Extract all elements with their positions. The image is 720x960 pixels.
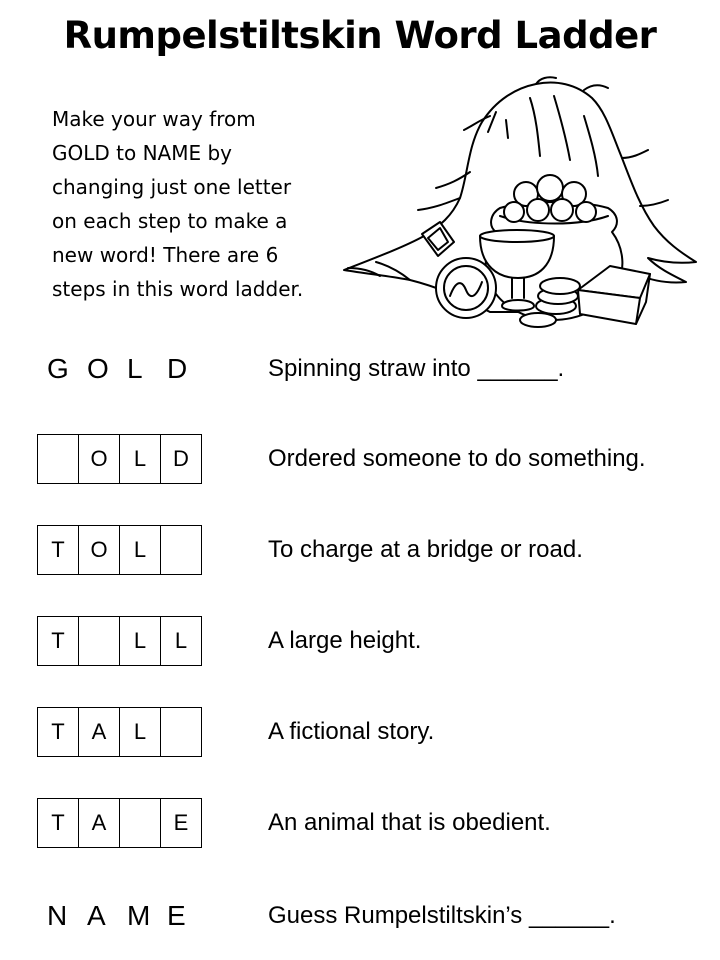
- step-clue: An animal that is obedient.: [268, 809, 551, 836]
- instructions: [52, 102, 352, 306]
- instructions-line: on each step to make a: [52, 209, 288, 233]
- letter-box[interactable]: [119, 798, 161, 848]
- letter-box[interactable]: T: [37, 525, 79, 575]
- letter-boxes: [37, 525, 202, 575]
- ladder-step-row: [0, 434, 720, 484]
- letter-box[interactable]: D: [160, 434, 202, 484]
- letter-boxes: [37, 798, 202, 848]
- ladder-step-row: [0, 798, 720, 848]
- ladder-start-row: [0, 344, 720, 394]
- word-letter: D: [167, 353, 188, 384]
- letter-box[interactable]: L: [119, 616, 161, 666]
- letter-box[interactable]: [37, 434, 79, 484]
- letter-boxes: [37, 707, 202, 757]
- start-word: [47, 344, 207, 394]
- page-title: Rumpelstiltskin Word Ladder: [63, 14, 657, 57]
- word-letter: E: [167, 900, 186, 931]
- instructions-line: new word! There are 6: [52, 243, 279, 267]
- word-letter: G: [47, 353, 69, 384]
- ladder-step-row: [0, 707, 720, 757]
- step-clue: A large height.: [268, 627, 422, 654]
- letter-box[interactable]: L: [119, 434, 161, 484]
- step-clue: Ordered someone to do something.: [268, 445, 646, 472]
- letter-box[interactable]: L: [119, 525, 161, 575]
- letter-box[interactable]: O: [78, 434, 120, 484]
- word-letter: O: [87, 353, 109, 384]
- letter-box[interactable]: O: [78, 525, 120, 575]
- instructions-line: Make your way from: [52, 107, 256, 131]
- word-letter: A: [87, 900, 106, 931]
- step-clue: A fictional story.: [268, 718, 435, 745]
- step-clue: To charge at a bridge or road.: [268, 536, 583, 563]
- letter-box[interactable]: [160, 707, 202, 757]
- letter-box[interactable]: E: [160, 798, 202, 848]
- letter-box[interactable]: L: [160, 616, 202, 666]
- instructions-line: GOLD to NAME by: [52, 141, 232, 165]
- letter-box[interactable]: A: [78, 798, 120, 848]
- letter-box[interactable]: T: [37, 798, 79, 848]
- letter-box[interactable]: [160, 525, 202, 575]
- word-letter: N: [47, 900, 68, 931]
- end-word: [47, 891, 207, 941]
- ladder-end-row: [0, 891, 720, 941]
- ladder-step-row: [0, 616, 720, 666]
- instructions-line: changing just one letter: [52, 175, 292, 199]
- instructions-line: steps in this word ladder.: [52, 277, 304, 301]
- straw-and-gold-illustration: [340, 76, 700, 336]
- word-letter: L: [127, 353, 143, 384]
- letter-box[interactable]: [78, 616, 120, 666]
- start-clue: Spinning straw into ______.: [268, 355, 565, 382]
- letter-box[interactable]: T: [37, 616, 79, 666]
- letter-box[interactable]: L: [119, 707, 161, 757]
- end-clue: Guess Rumpelstiltskin’s ______.: [268, 902, 616, 929]
- letter-box[interactable]: T: [37, 707, 79, 757]
- word-letter: M: [127, 900, 151, 931]
- letter-boxes: [37, 616, 202, 666]
- letter-box[interactable]: A: [78, 707, 120, 757]
- letter-boxes: [37, 434, 202, 484]
- ladder-step-row: [0, 525, 720, 575]
